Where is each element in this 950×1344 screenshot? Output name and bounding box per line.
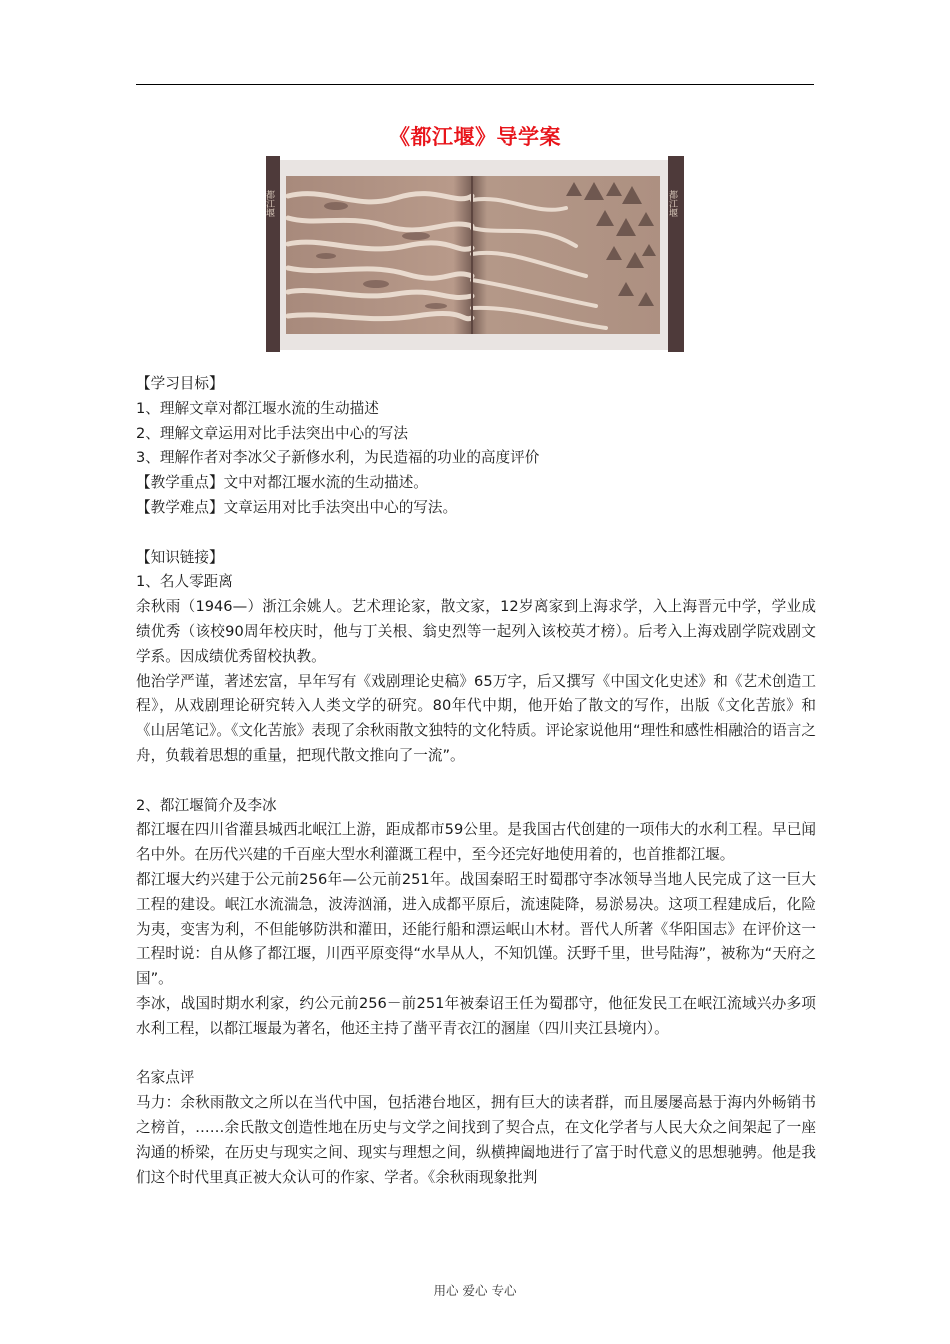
paragraph: 都江堰大约兴建于公元前256年—公元前251年。战国秦昭王时蜀郡守李冰领导当地人民完成了这一巨大工程的建设。岷江水流湍急，波涛汹涌，进入成都平原后，流速陡降，易淤易决。这项工程建成后，化险为夷，变害为利，不但能够防洪和灌田，还能行船和漂运岷山木材。晋代人所著《华阳国志》在评价这一工程时说：自从修了都江堰，川西平原变得“水旱从人，不知饥馑。沃野千里，世号陆海”，被称为“天府之国”。 <box>136 870 816 988</box>
header-rule <box>136 84 814 85</box>
main-content <box>136 372 816 1190</box>
spine-text-right: 都江堰 <box>667 190 677 217</box>
paragraph: 余秋雨（1946—）浙江余姚人。艺术理论家，散文家，12岁离家到上海求学，入上海晋元中学，学业成绩优秀（该校90周年校庆时，他与丁关根、翁史烈等一起列入该校英才榜）。后考入上海戏剧学院戏剧文学系。因成绩优秀留校执教。 <box>136 598 816 665</box>
difficult-point: 【教学难点】文章运用对比手法突出中心的写法。 <box>136 498 458 516</box>
section-title: 2、都江堰简介及李冰 <box>136 796 277 814</box>
spacer <box>136 769 816 794</box>
paragraph: 他治学严谨，著述宏富，早年写有《戏剧理论史稿》65万字，后又撰写《中国文化史述》和《艺术创造工程》，从戏剧理论研究转入人类文学的研究。80年代中期，他开始了散文的写作，出版《文化苦旅》和《山居笔记》。《文化苦旅》表现了余秋雨散文独特的文化特质。评论家说他用“理性和感性相融洽的语言之舟，负载着思想的重量，把现代散文推向了一流”。 <box>136 672 816 764</box>
spine-text-left: 都江堰 <box>264 190 274 217</box>
objectives-heading: 【学习目标】 <box>136 375 224 392</box>
document-title: 《都江堰》导学案 <box>389 125 561 149</box>
objective-item: 1、理解文章对都江堰水流的生动描述 <box>136 399 379 417</box>
objective-item: 2、理解文章运用对比手法突出中心的写法 <box>136 424 408 442</box>
ancient-map-illustration <box>266 156 684 354</box>
ancient-map-book-image <box>266 156 684 354</box>
knowledge-heading: 【知识链接】 <box>136 548 224 566</box>
paragraph: 都江堰在四川省灌县城西北岷江上游，距成都市59公里。是我国古代创建的一项伟大的水利工程。早已闻名中外。在历代兴建的千百座大型水利灌溉工程中，至今还完好地使用着的，也首推都江堰。 <box>136 821 816 864</box>
reviews-heading: 名家点评 <box>136 1069 195 1087</box>
paragraph: 李冰，战国时期水利家，约公元前256－前251年被秦诏王任为蜀郡守，他征发民工在岷江流域兴办多项水利工程，以都江堰最为著名，他还主持了凿平青衣江的溷崖（四川夹江县境内）。 <box>136 994 816 1037</box>
paragraph: 马力：余秋雨散文之所以在当代中国，包括港台地区，拥有巨大的读者群，而且屡屡高悬于海内外畅销书之榜首，……余氏散文创造性地在历史与文学之间找到了契合点，在文化学者与人民大众之间架起了一座沟通的桥梁，在历史与现实之间、现实与理想之间，纵横捭阖地进行了富于时代意义的思想驰骋。他是我们这个时代里真正被大众认可的作家、学者。《余秋雨现象批判 <box>136 1094 816 1186</box>
page-footer: 用心 爱心 专心 <box>433 1283 517 1298</box>
spacer <box>136 521 816 546</box>
section-title: 1、名人零距离 <box>136 573 233 591</box>
objective-item: 3、理解作者对李冰父子新修水利，为民造福的功业的高度评价 <box>136 449 540 467</box>
spacer <box>136 1042 816 1067</box>
key-point: 【教学重点】文中对都江堰水流的生动描述。 <box>136 474 428 492</box>
